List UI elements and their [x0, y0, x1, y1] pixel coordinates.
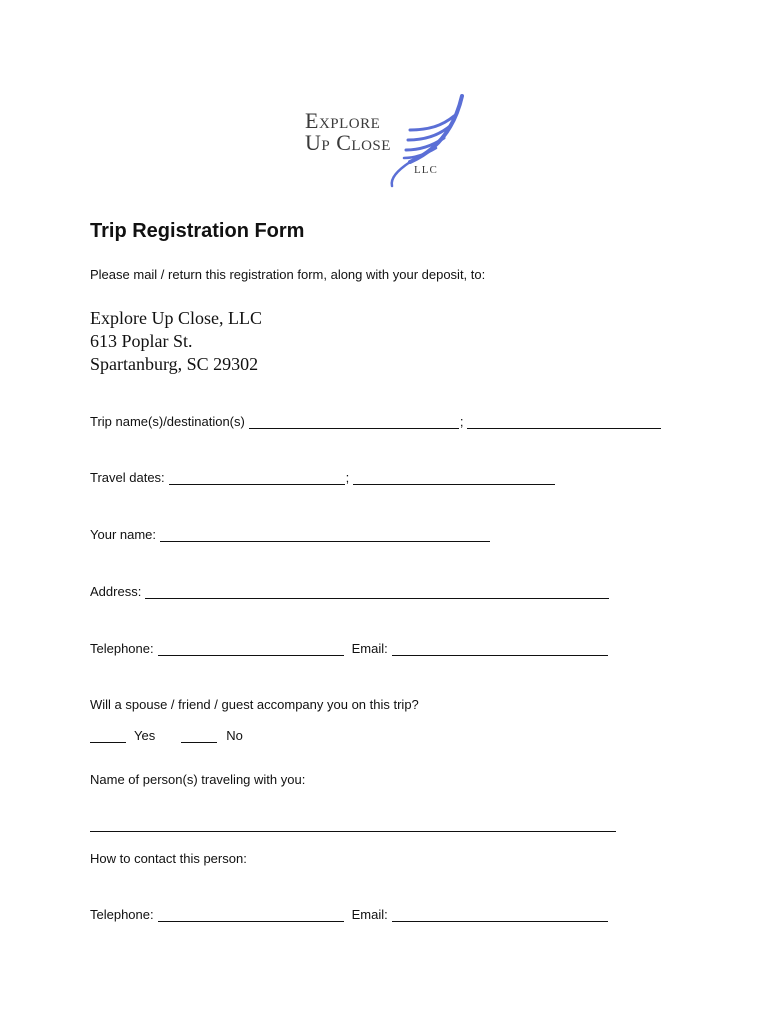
company-logo	[300, 92, 480, 192]
companion-telephone-label: Telephone:	[90, 907, 154, 922]
trip-destination-row	[90, 414, 661, 429]
travel-date-end-field[interactable]	[353, 470, 555, 485]
mailing-instructions: Please mail / return this registration form, along with your deposit, to:	[90, 267, 486, 282]
companion-telephone-email-row	[90, 907, 608, 922]
address-field[interactable]	[145, 584, 609, 599]
companion-email-label: Email:	[351, 907, 388, 922]
guest-yes-checkbox[interactable]	[90, 728, 126, 743]
guest-question: Will a spouse / friend / guest accompany you on this trip?	[90, 697, 419, 712]
telephone-field[interactable]	[158, 641, 344, 656]
address-label: Address:	[90, 584, 142, 599]
trip-destination-field-2[interactable]	[467, 414, 661, 429]
mailing-address	[90, 307, 262, 376]
your-name-field[interactable]	[160, 527, 490, 542]
address-line-street: 613 Poplar St.	[90, 331, 193, 351]
trip-destination-separator: ;	[459, 414, 464, 429]
address-line-company: Explore Up Close, LLC	[90, 308, 262, 328]
guest-no-checkbox[interactable]	[181, 728, 217, 743]
travel-dates-row	[90, 470, 555, 485]
address-line-city: Spartanburg, SC 29302	[90, 354, 259, 374]
form-title: Trip Registration Form	[90, 220, 305, 242]
telephone-email-row	[90, 641, 608, 656]
guest-yes-label: Yes	[134, 728, 156, 743]
companion-email-field[interactable]	[392, 907, 608, 922]
address-row	[90, 584, 609, 599]
your-name-row	[90, 527, 490, 542]
companions-row	[90, 817, 616, 832]
companion-telephone-field[interactable]	[158, 907, 344, 922]
logo-text-llc: LLC	[414, 164, 438, 176]
trip-destination-label: Trip name(s)/destination(s)	[90, 414, 245, 429]
trip-destination-field-1[interactable]	[249, 414, 459, 429]
your-name-label: Your name:	[90, 527, 157, 542]
guest-yes-no-row	[90, 728, 243, 743]
logo-text-explore: Explore	[305, 108, 381, 133]
travel-date-start-field[interactable]	[169, 470, 345, 485]
telephone-label: Telephone:	[90, 641, 154, 656]
travel-dates-label: Travel dates:	[90, 470, 165, 485]
guest-no-label: No	[226, 728, 243, 743]
contact-label: How to contact this person:	[90, 851, 247, 866]
logo-text-up-close: Up Close	[305, 130, 391, 155]
email-field[interactable]	[392, 641, 608, 656]
travel-dates-separator: ;	[345, 470, 350, 485]
companions-label: Name of person(s) traveling with you:	[90, 772, 306, 787]
email-label: Email:	[351, 641, 388, 656]
companions-field[interactable]	[90, 817, 616, 832]
